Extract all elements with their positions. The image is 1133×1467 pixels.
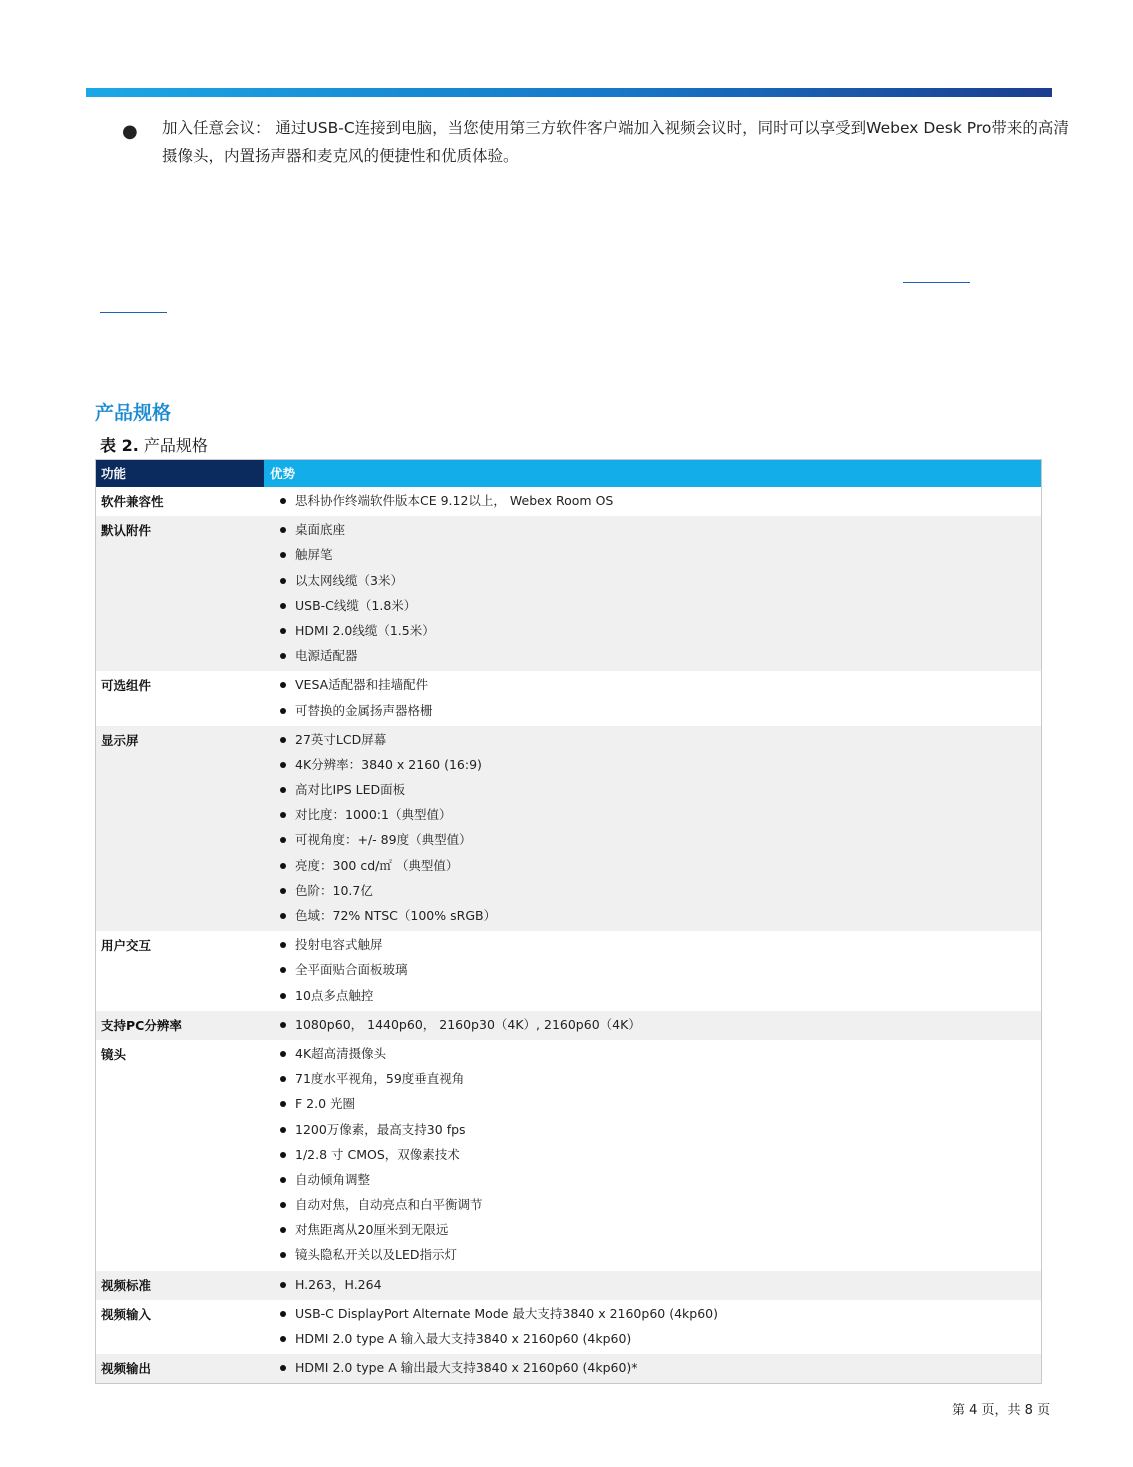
feature-cell: 显示屏 xyxy=(101,732,139,748)
list-item: 4K超高清摄像头 xyxy=(264,1041,1041,1066)
list-item: 27英寸LCD屏幕 xyxy=(264,727,1041,752)
table-header-row xyxy=(96,460,1041,487)
list-item: HDMI 2.0 type A 输入最大支持3840 x 2160p60 (4kp60) xyxy=(264,1326,1041,1351)
list-item: 对焦距离从20厘米到无限远 xyxy=(264,1217,1041,1242)
list-item: 色阶：10.7亿 xyxy=(264,878,1041,903)
table-row xyxy=(96,1011,1041,1040)
bullet-icon: ● xyxy=(122,121,138,142)
benefit-list xyxy=(264,1300,1041,1354)
list-item: 亮度：300 cd/㎡ （典型值） xyxy=(264,853,1041,878)
page-number: 第 4 页，共 8 页 xyxy=(952,1403,1051,1418)
benefit-list xyxy=(264,487,1041,516)
table-row xyxy=(96,1300,1041,1354)
list-item: 对比度：1000:1（典型值） xyxy=(264,802,1041,827)
table-caption xyxy=(100,433,208,456)
hyperlink-underline[interactable] xyxy=(100,312,167,313)
list-item: HDMI 2.0线缆（1.5米） xyxy=(264,618,1041,643)
hyperlink-underline[interactable] xyxy=(903,282,970,283)
list-item: H.263，H.264 xyxy=(264,1272,1041,1297)
table-row xyxy=(96,671,1041,725)
benefit-list xyxy=(264,1271,1041,1300)
list-item: 10点多点触控 xyxy=(264,983,1041,1008)
benefit-list xyxy=(264,931,1041,1011)
list-item: 以太网线缆（3米） xyxy=(264,568,1041,593)
benefit-list xyxy=(264,1011,1041,1040)
benefit-list xyxy=(264,671,1041,725)
list-item: 自动对焦，自动亮点和白平衡调节 xyxy=(264,1192,1041,1217)
table-row xyxy=(96,1271,1041,1300)
table-row xyxy=(96,931,1041,1011)
list-item: 全平面贴合面板玻璃 xyxy=(264,957,1041,982)
benefit-list xyxy=(264,1040,1041,1271)
intro-bullet-item xyxy=(122,114,1082,170)
feature-cell: 可选组件 xyxy=(101,678,152,694)
list-item: 思科协作终端软件版本CE 9.12以上， Webex Room OS xyxy=(264,488,1041,513)
feature-cell: 用户交互 xyxy=(101,938,152,954)
list-item: 桌面底座 xyxy=(264,517,1041,542)
list-item: VESA适配器和挂墙配件 xyxy=(264,672,1041,697)
list-item: 镜头隐私开关以及LED指示灯 xyxy=(264,1242,1041,1267)
table-row xyxy=(96,487,1041,516)
list-item: USB-C DisplayPort Alternate Mode 最大支持3840 x 2160p60 (4kp60) xyxy=(264,1301,1041,1326)
intro-text: 加入任意会议： 通过USB-C连接到电脑，当您使用第三方软件客户端加入视频会议时，同时可以享受到Webex Desk Pro带来的高清摄像头，内置扬声器和麦克风的便捷性和优质体验。 xyxy=(162,119,1069,165)
section-title: 产品规格 xyxy=(95,402,172,424)
benefit-list xyxy=(264,516,1041,671)
feature-cell: 视频输出 xyxy=(101,1361,152,1377)
list-item: 可视角度：+/- 89度（典型值） xyxy=(264,827,1041,852)
feature-cell: 支持PC分辨率 xyxy=(101,1017,182,1033)
feature-cell: 默认附件 xyxy=(101,523,152,539)
header-benefit: 优势 xyxy=(264,460,1041,487)
table-caption-label: 表 2. xyxy=(100,436,139,455)
table-row xyxy=(96,516,1041,671)
table-row xyxy=(96,726,1041,932)
spec-table xyxy=(95,459,1042,1384)
benefit-list xyxy=(264,726,1041,932)
list-item: 电源适配器 xyxy=(264,643,1041,668)
feature-cell: 视频标准 xyxy=(101,1277,152,1293)
list-item: 4K分辨率：3840 x 2160 (16:9) xyxy=(264,752,1041,777)
list-item: 1200万像素，最高支持30 fps xyxy=(264,1117,1041,1142)
list-item: HDMI 2.0 type A 输出最大支持3840 x 2160p60 (4kp60)* xyxy=(264,1355,1041,1380)
list-item: F 2.0 光圈 xyxy=(264,1091,1041,1116)
feature-cell: 镜头 xyxy=(101,1046,127,1062)
header-feature: 功能 xyxy=(96,460,264,487)
list-item: 投射电容式触屏 xyxy=(264,932,1041,957)
benefit-list xyxy=(264,1354,1041,1383)
feature-cell: 软件兼容性 xyxy=(101,494,164,509)
feature-cell: 视频输入 xyxy=(101,1306,152,1322)
list-item: USB-C线缆（1.8米） xyxy=(264,593,1041,618)
list-item: 色域：72% NTSC（100% sRGB） xyxy=(264,903,1041,928)
table-row xyxy=(96,1354,1041,1383)
table-body xyxy=(96,487,1041,1383)
list-item: 1/2.8 寸 CMOS，双像素技术 xyxy=(264,1142,1041,1167)
list-item: 1080p60， 1440p60， 2160p30（4K）, 2160p60（4K） xyxy=(264,1012,1041,1037)
list-item: 可替换的金属扬声器格栅 xyxy=(264,698,1041,723)
list-item: 触屏笔 xyxy=(264,542,1041,567)
table-row xyxy=(96,1040,1041,1271)
list-item: 自动倾角调整 xyxy=(264,1167,1041,1192)
header-accent-bar xyxy=(86,88,1052,97)
list-item: 高对比IPS LED面板 xyxy=(264,777,1041,802)
table-caption-title: 产品规格 xyxy=(143,436,208,455)
list-item: 71度水平视角，59度垂直视角 xyxy=(264,1066,1041,1091)
